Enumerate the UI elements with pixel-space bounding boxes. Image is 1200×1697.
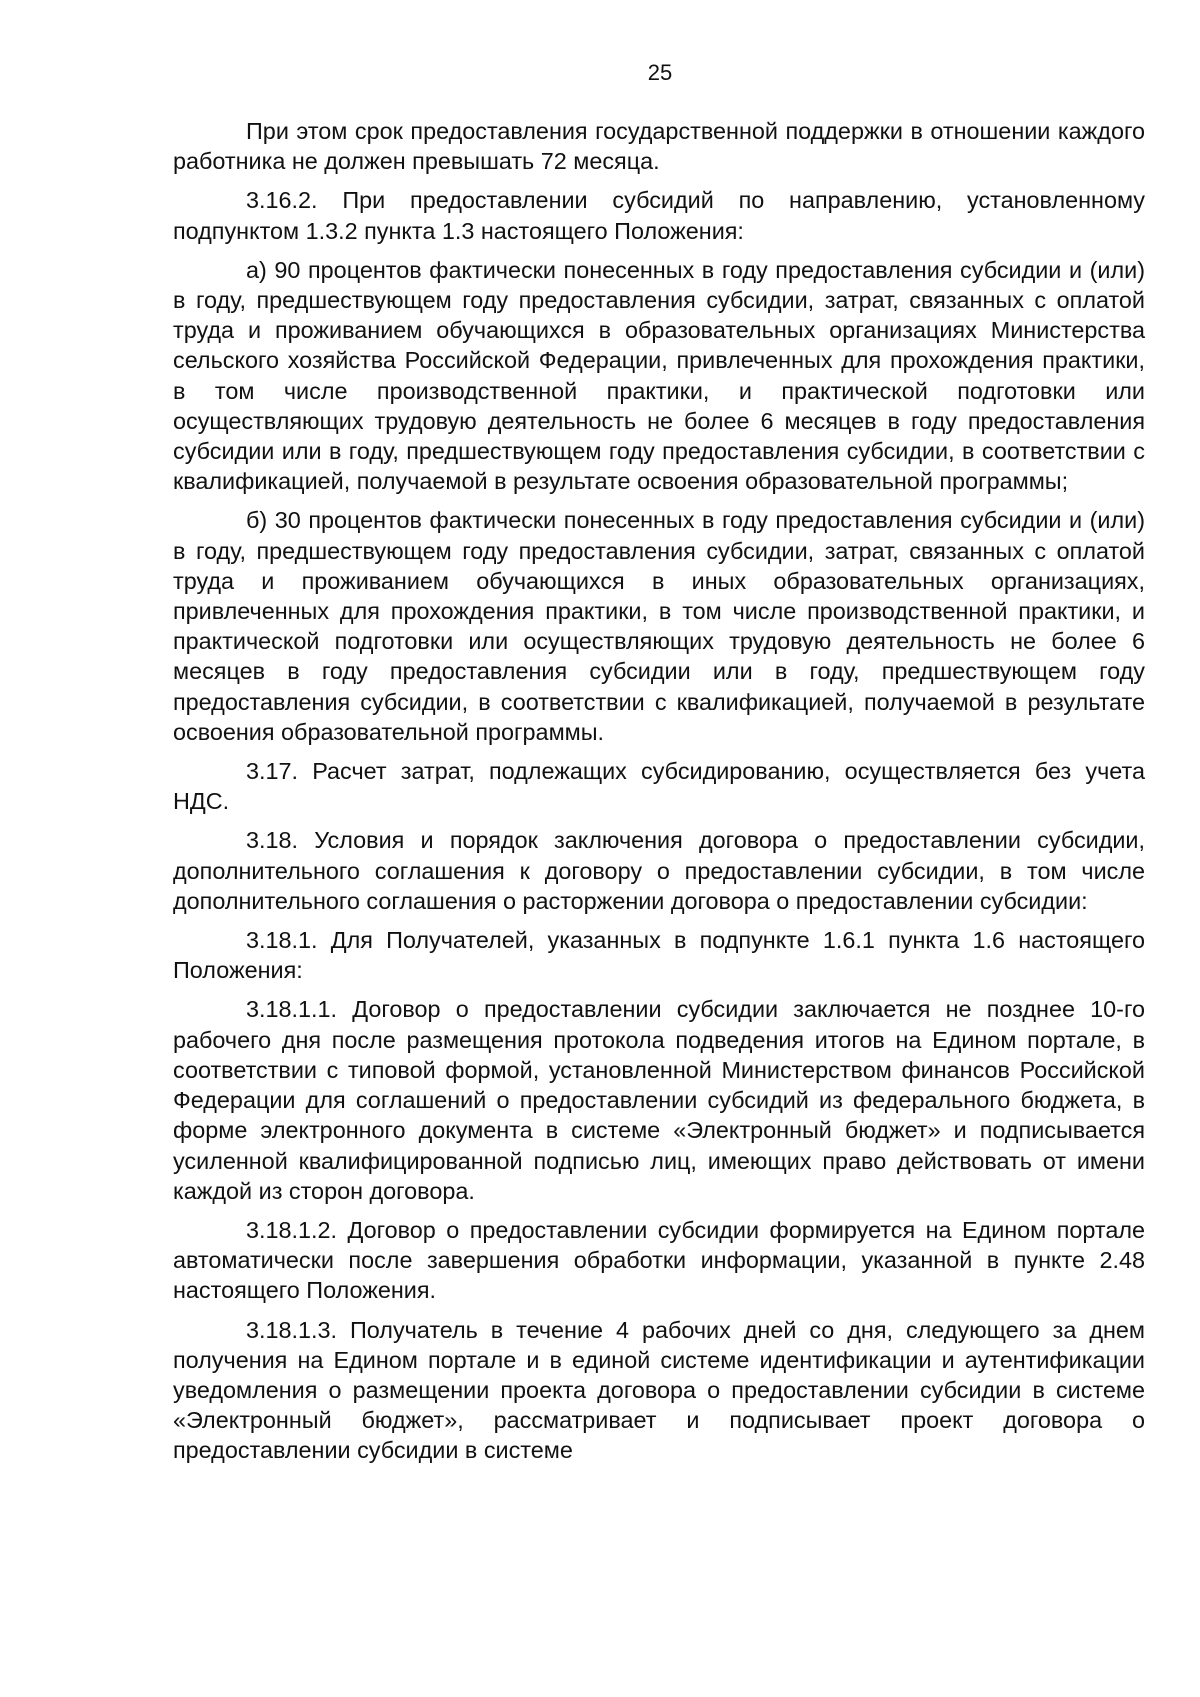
paragraph-item-b: б) 30 процентов фактически понесенных в году предоставления субсидии и (или) в году, предшествующем году предоставления субсидии, затрат, связанных с оплатой труда и проживанием обучающихся в иных образовательных организациях, привлеченных для прохождения практики, в том числе производственной практики, и практической подготовки или осуществляющих трудовую деятельность не более 6 месяцев в году предоставления субсидии или в году, предшествующем году предоставления субсидии, в соответствии с квалификацией, получаемой в результате освоения образовательной программы. [173, 507, 1145, 745]
paragraph-3-18: 3.18. Условия и порядок заключения договора о предоставлении субсидии, дополнительного соглашения к договору о предоставлении субсидии, в том числе дополнительного соглашения о расторжении договора о предоставлении субсидии: [173, 827, 1145, 914]
document-body [173, 116, 1145, 1475]
paragraph-item-a: а) 90 процентов фактически понесенных в году предоставления субсидии и (или) в году, предшествующем году предоставления субсидии, затрат, связанных с оплатой труда и проживанием обучающихся в образовательных организациях Министерства сельского хозяйства Российской Федерации, привлеченных для прохождения практики, в том числе производственной практики, и практической подготовки или осуществляющих трудовую деятельность не более 6 месяцев в году предоставления субсидии или в году, предшествующем году предоставления субсидии, в соответствии с квалификацией, получаемой в результате освоения образовательной программы; [173, 256, 1145, 495]
paragraph-3-18-1-3: 3.18.1.3. Получатель в течение 4 рабочих дней со дня, следующего за днем получения на Едином портале и в единой системе идентификации и аутентификации уведомления о размещении проекта договора о предоставлении субсидии в системе «Электронный бюджет», рассматривает и подписывает проект договора о предоставлении субсидии в системе [173, 1316, 1145, 1464]
paragraph-3-16-2: 3.16.2. При предоставлении субсидий по направлению, установленному подпунктом 1.3.2 пункта 1.3 настоящего Положения: [173, 187, 1145, 244]
paragraph-3-17: 3.17. Расчет затрат, подлежащих субсидированию, осуществляется без учета НДС. [173, 758, 1145, 815]
page-number: 25 [647, 60, 673, 85]
paragraph-term-limit: При этом срок предоставления государственной поддержки в отношении каждого работника не должен превышать 72 месяца. [173, 118, 1145, 175]
paragraph-3-18-1: 3.18.1. Для Получателей, указанных в подпункте 1.6.1 пункта 1.6 настоящего Положения: [173, 927, 1145, 984]
paragraph-3-18-1-2: 3.18.1.2. Договор о предоставлении субсидии формируется на Едином портале автоматически после завершения обработки информации, указанной в пункте 2.48 настоящего Положения. [173, 1216, 1145, 1304]
paragraph-3-18-1-1: 3.18.1.1. Договор о предоставлении субсидии заключается не позднее 10-го рабочего дня после размещения протокола подведения итогов на Едином портале, в соответствии с типовой формой, установленной Министерством финансов Российской Федерации для соглашений о предоставлении субсидий из федерального бюджета, в форме электронного документа в системе «Электронный бюджет» и подписывается усиленной квалифицированной подписью лиц, имеющих право действовать от имени каждой из сторон договора. [173, 996, 1145, 1204]
